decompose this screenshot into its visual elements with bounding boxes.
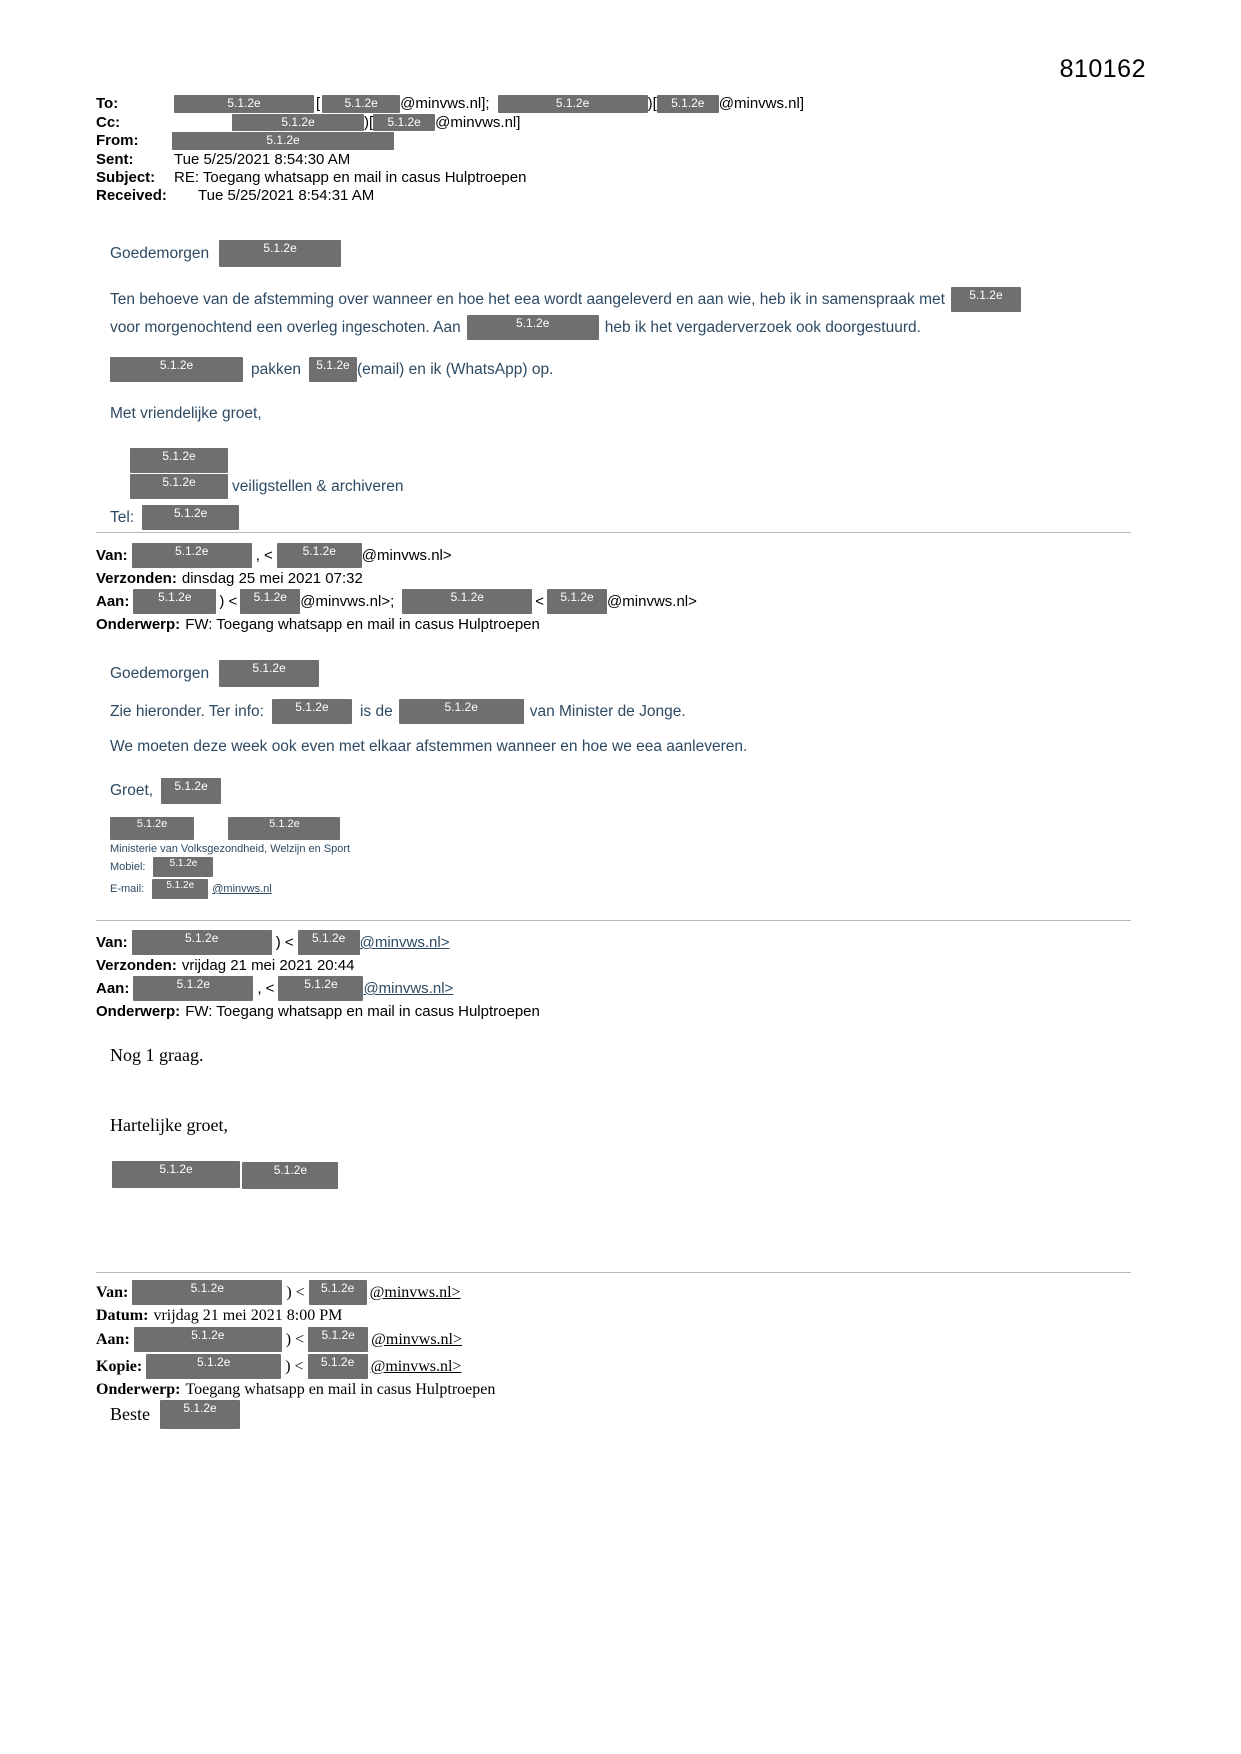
quote1-line1-b: is de xyxy=(359,702,393,720)
message1-signature xyxy=(110,448,403,530)
quote3-van-p1: ) < xyxy=(286,1283,305,1301)
redaction-block: 5.1.2e xyxy=(133,589,216,614)
quote1-van-sep: , < xyxy=(255,547,273,564)
quote1-onderwerp-label: Onderwerp: xyxy=(96,616,181,633)
message1-greeting-line xyxy=(110,240,341,267)
quote3-datum-label: Datum: xyxy=(96,1307,149,1324)
quote1-header xyxy=(96,543,697,633)
quote2-van-label: Van: xyxy=(96,934,128,951)
redaction-block: 5.1.2e xyxy=(134,1327,282,1352)
quote3-datum-value: vrijdag 21 mei 2021 8:00 PM xyxy=(153,1307,343,1324)
divider xyxy=(96,1272,1131,1273)
redaction-block: 5.1.2e xyxy=(130,448,228,473)
quote2-van-domain[interactable]: @minvws.nl> xyxy=(359,934,450,951)
redaction-block: 5.1.2e xyxy=(399,699,524,724)
cc-label: Cc: xyxy=(96,113,121,131)
quote3-beste: Beste xyxy=(110,1404,150,1424)
to-value xyxy=(174,95,804,113)
cc-domain: @minvws.nl] xyxy=(435,113,521,131)
redaction-block: 5.1.2e xyxy=(467,315,599,340)
quote3-kopie-p1: ) < xyxy=(285,1357,304,1375)
to-label: To: xyxy=(96,95,119,113)
quote1-line1-c: van Minister de Jonge. xyxy=(529,702,686,720)
redaction-block: 5.1.2e xyxy=(308,1327,368,1352)
redaction-block: 5.1.2e xyxy=(402,589,532,614)
quote1-aan-row xyxy=(96,589,697,614)
quote3-van-row xyxy=(96,1280,495,1305)
redaction-block: 5.1.2e xyxy=(219,240,341,267)
quote3-aan-domain[interactable]: @minvws.nl> xyxy=(371,1330,463,1348)
quote3-kopie-row xyxy=(96,1354,495,1379)
quote3-aan-label: Aan: xyxy=(96,1330,130,1348)
redaction-block: 5.1.2e xyxy=(152,879,208,899)
to-sep-1: [ xyxy=(316,95,321,113)
quote3-van-label: Van: xyxy=(96,1283,129,1301)
quote1-van-row xyxy=(96,543,697,568)
quote2-onderwerp-label: Onderwerp: xyxy=(96,1003,181,1020)
quote3-van-domain[interactable]: @minvws.nl> xyxy=(369,1283,461,1301)
redaction-block: 5.1.2e xyxy=(228,817,340,840)
quote1-signature xyxy=(110,816,350,899)
redaction-block: 5.1.2e xyxy=(112,1161,240,1188)
header-row-to xyxy=(96,95,996,113)
quote2-header xyxy=(96,930,540,1020)
quote2-van-row xyxy=(96,930,540,955)
redaction-block: 5.1.2e xyxy=(951,287,1021,312)
received-label: Received: xyxy=(96,186,167,204)
redaction-block: 5.1.2e xyxy=(240,589,300,614)
quote2-aan-domain[interactable]: @minvws.nl> xyxy=(363,980,454,997)
redaction-block: 5.1.2e xyxy=(277,543,362,568)
quote3-datum-row xyxy=(96,1307,495,1325)
quote1-aan-p3: < xyxy=(535,593,545,610)
message1-paragraph-2 xyxy=(110,357,553,382)
quote1-van-label: Van: xyxy=(96,547,128,564)
quote1-line-1 xyxy=(110,699,686,724)
quote1-van-domain: @minvws.nl> xyxy=(361,547,452,564)
quote2-closing: Hartelijke groet, xyxy=(110,1115,228,1135)
redaction-block: 5.1.2e xyxy=(219,660,319,687)
redaction-block: 5.1.2e xyxy=(232,114,364,132)
quote1-verzonden-row xyxy=(96,570,697,587)
message1-para2-a: pakken xyxy=(251,360,301,378)
quote2-aan-label: Aan: xyxy=(96,980,130,997)
quote2-aan-sep: , < xyxy=(257,980,275,997)
quote2-signature xyxy=(110,1160,338,1189)
to-sep-2: )[ xyxy=(647,95,657,113)
quote2-verzonden-row xyxy=(96,957,540,974)
quote1-greeting-line xyxy=(110,660,319,687)
message1-para1-a: Ten behoeve van de afstemming over wanneer en hoe het eea wordt aangeleverd en aan wie, heb ik in samenspraak met xyxy=(110,290,945,308)
redaction-block: 5.1.2e xyxy=(142,505,239,530)
redaction-block: 5.1.2e xyxy=(242,1162,338,1189)
redaction-block: 5.1.2e xyxy=(133,976,253,1001)
redaction-block: 5.1.2e xyxy=(132,1280,282,1305)
quote1-line-2: We moeten deze week ook even met elkaar afstemmen wanneer en hoe we eea aanleveren. xyxy=(110,738,748,755)
message1-greeting: Goedemorgen xyxy=(110,244,210,262)
cc-sep-1: )[ xyxy=(364,113,374,131)
sent-value: Tue 5/25/2021 8:54:30 AM xyxy=(174,150,351,168)
quote1-aan-label: Aan: xyxy=(96,593,130,610)
quote1-aan-p4: @minvws.nl> xyxy=(607,593,697,610)
sent-label: Sent: xyxy=(96,150,134,168)
to-domain-2: @minvws.nl] xyxy=(718,95,805,113)
subject-label: Subject: xyxy=(96,168,156,186)
quote3-header xyxy=(96,1280,495,1399)
quote3-onderwerp-row xyxy=(96,1381,495,1399)
redaction-block: 5.1.2e xyxy=(110,817,194,840)
redaction-block: 5.1.2e xyxy=(309,357,357,382)
from-label: From: xyxy=(96,132,139,150)
redaction-block: 5.1.2e xyxy=(308,1354,368,1379)
quote2-line-1: Nog 1 graag. xyxy=(110,1045,204,1065)
redaction-block: 5.1.2e xyxy=(657,95,719,113)
message1-para1-c: heb ik het vergaderverzoek ook doorgestuurd. xyxy=(604,318,921,336)
quote3-aan-p1: ) < xyxy=(285,1330,305,1348)
quote3-onderwerp-label: Onderwerp: xyxy=(96,1381,181,1398)
header-row-received xyxy=(96,187,996,204)
quote1-groet-line xyxy=(110,778,221,804)
redaction-block: 5.1.2e xyxy=(132,543,252,568)
quote3-beste-line xyxy=(110,1400,240,1429)
quote1-aan-p2: @minvws.nl>; xyxy=(300,593,395,610)
redaction-block: 5.1.2e xyxy=(298,930,360,955)
quote1-mobiel-label: Mobiel: xyxy=(110,861,146,873)
quote1-greeting: Goedemorgen xyxy=(110,664,210,682)
redaction-block: 5.1.2e xyxy=(130,474,228,499)
message1-para2-b: (email) en ik (WhatsApp) op. xyxy=(356,360,554,378)
received-value: Tue 5/25/2021 8:54:31 AM xyxy=(198,186,375,204)
redaction-block: 5.1.2e xyxy=(498,95,648,113)
quote3-aan-row xyxy=(96,1327,495,1352)
quote1-groet: Groet, xyxy=(110,782,154,799)
quote2-verzonden-label: Verzonden: xyxy=(96,957,177,974)
redaction-block: 5.1.2e xyxy=(110,357,243,382)
redaction-block: 5.1.2e xyxy=(547,589,607,614)
quote2-van-p1: ) < xyxy=(275,934,294,951)
redaction-block: 5.1.2e xyxy=(132,930,272,955)
header-row-from xyxy=(96,132,996,150)
quote2-onderwerp-row xyxy=(96,1003,540,1020)
redaction-block: 5.1.2e xyxy=(272,699,352,724)
header-row-sent xyxy=(96,151,996,168)
quote1-aan-p1: ) < xyxy=(219,593,238,610)
subject-value: RE: Toegang whatsapp en mail in casus Hulptroepen xyxy=(174,168,527,186)
divider xyxy=(96,532,1131,533)
message1-paragraph-1 xyxy=(110,287,1130,340)
message1-signature-role: veiligstellen & archiveren xyxy=(232,477,404,495)
redaction-block: 5.1.2e xyxy=(373,114,435,132)
quote1-verzonden-value: dinsdag 25 mei 2021 07:32 xyxy=(181,570,363,587)
quote3-kopie-domain[interactable]: @minvws.nl> xyxy=(370,1357,462,1375)
quote2-aan-row xyxy=(96,976,540,1001)
redaction-block: 5.1.2e xyxy=(161,778,221,804)
email-header xyxy=(96,95,996,205)
from-value xyxy=(174,132,394,150)
message1-para1-b: voor morgenochtend een overleg ingeschoten. Aan xyxy=(110,318,461,336)
quote1-verzonden-label: Verzonden: xyxy=(96,570,177,587)
quote1-onderwerp-value: FW: Toegang whatsapp en mail in casus Hulptroepen xyxy=(185,616,540,633)
quote3-kopie-label: Kopie: xyxy=(96,1357,143,1375)
quote1-line1-a: Zie hieronder. Ter info: xyxy=(110,702,264,720)
redaction-block: 5.1.2e xyxy=(146,1354,281,1379)
cc-value xyxy=(174,114,520,132)
quote1-email-label: E-mail: xyxy=(110,883,145,895)
quote1-email-domain[interactable]: @minvws.nl xyxy=(212,883,272,895)
header-row-cc xyxy=(96,114,996,132)
message1-tel-label: Tel: xyxy=(110,508,135,526)
quote1-onderwerp-row xyxy=(96,616,697,633)
redaction-block: 5.1.2e xyxy=(322,95,400,113)
document-number: 810162 xyxy=(1059,55,1146,83)
to-domain-1: @minvws.nl]; xyxy=(400,95,490,113)
quote3-onderwerp-value: Toegang whatsapp en mail in casus Hulptroepen xyxy=(185,1381,496,1398)
quote2-verzonden-value: vrijdag 21 mei 2021 20:44 xyxy=(181,957,355,974)
divider xyxy=(96,920,1131,921)
redaction-block: 5.1.2e xyxy=(172,132,394,150)
redaction-block: 5.1.2e xyxy=(153,857,213,877)
message1-closing: Met vriendelijke groet, xyxy=(110,405,262,422)
redaction-block: 5.1.2e xyxy=(309,1280,367,1305)
redaction-block: 5.1.2e xyxy=(174,95,314,113)
header-row-subject xyxy=(96,169,996,186)
quote1-ministry: Ministerie van Volksgezondheid, Welzijn en Sport xyxy=(110,843,351,855)
redaction-block: 5.1.2e xyxy=(278,976,363,1001)
quote2-onderwerp-value: FW: Toegang whatsapp en mail in casus Hulptroepen xyxy=(185,1003,540,1020)
redaction-block: 5.1.2e xyxy=(160,1400,240,1429)
